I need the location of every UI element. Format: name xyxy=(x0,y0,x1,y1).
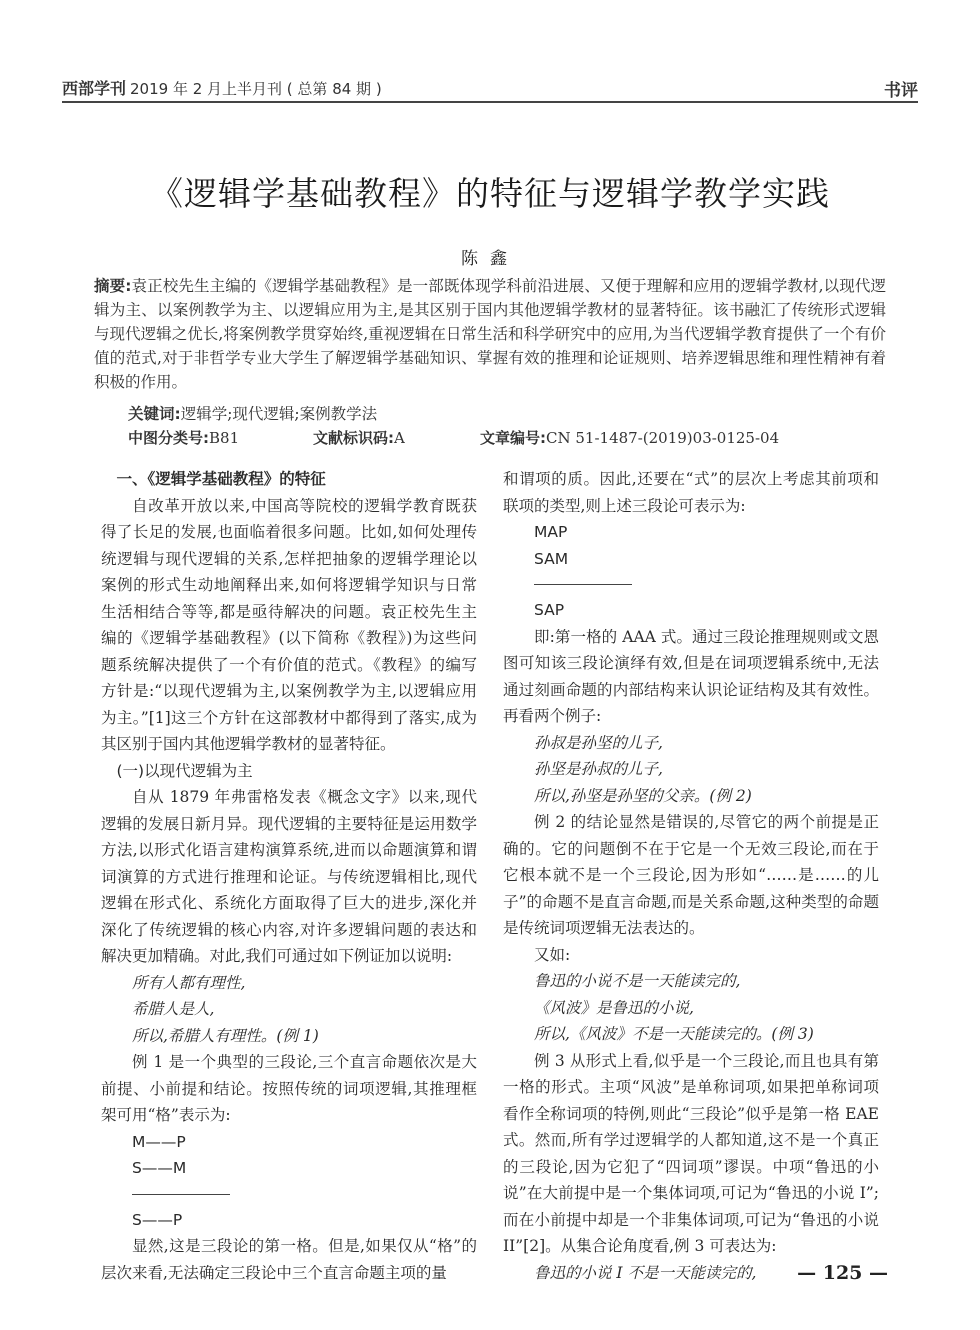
article-number-value: CN 51-1487-(2019)03-0125-04 xyxy=(546,429,780,447)
abstract-text: 袁正校先生主编的《逻辑学基础教程》是一部既体现学科前沿进展、又便于理解和应用的逻辑学教材,以现代逻辑为主、以案例教学为主、以逻辑应用为主,是其区别于国内其他逻辑学教材的显著特征。该书融汇了传统形式逻辑与现代逻辑之优长,将案例教学贯穿始终,重视逻辑在日常生活和科学研究中的应用,为当代逻辑学教育提供了一个有价值的范式,对于非哲学专业大学生了解逻辑学基础知识、掌握有效的推理和论证规则、培养逻辑思维和理性精神有着积极的作用。 xyxy=(94,277,886,391)
formula-rule xyxy=(534,572,632,585)
page-header xyxy=(62,76,918,101)
formula-line: M——P xyxy=(132,1132,186,1151)
issue-info: 2019 年 2 月上半月刊 ( 总第 84 期 ) xyxy=(130,80,382,98)
keywords xyxy=(128,402,377,424)
paragraph: 例 3 从形式上看,似乎是一个三段论,而且也具有第一格的形式。主项“风波”是单称词项,如果把单称词项看作全称词项的特例,则此“三段论”似乎是第一格 EAE 式。然而,所有学过逻辑学的人都知道,这不是一个真正的三段论,因为它犯了“四词项”谬误。中项“鲁迅的小说”在大前提中是一个集体词项,可记为“鲁迅的小说 I”;而在小前提中却是一个非集体词项,可记为“鲁迅的小说 II”[2]。从集合论角度看,例 3 可表达为: xyxy=(503,1051,879,1255)
keywords-label: 关键词: xyxy=(128,405,181,423)
paragraph: 例 2 的结论显然是错误的,尽管它的两个前提是正确的。它的问题倒不在于它是一个无效三段论,而在于它根本就不是一个三段论,因为形如“……是……的儿子”的命题不是直言命题,而是关系命题,这种类型的命题是传统词项逻辑无法表达的。 xyxy=(503,813,879,937)
section-label: 书评 xyxy=(884,81,918,101)
paragraph: 即:第一格的 AAA 式。通过三段论推理规则或文恩图可知该三段论演绎有效,但是在词项逻辑系统中,无法通过刻画命题的内部结构来认识论证结构及其有效性。再看两个例子: xyxy=(503,627,879,725)
paragraph: 和谓项的质。因此,还要在“式”的层次上考虑其前项和联项的类型,则上述三段论可表示为: xyxy=(503,470,879,515)
author-name: 陈鑫 xyxy=(461,249,519,269)
formula-rule xyxy=(132,1182,230,1195)
article-meta xyxy=(128,427,888,449)
journal-issue-line xyxy=(62,76,382,99)
right-column xyxy=(503,466,879,1286)
example-line: 所以,希腊人有理性。(例 1) xyxy=(132,1026,319,1045)
example-line: 所有人都有理性, xyxy=(132,973,246,992)
page-number: — 125 — xyxy=(797,1262,888,1284)
formula-line: SAM xyxy=(534,549,569,568)
clc-value: B81 xyxy=(209,429,240,447)
keywords-text: 逻辑学;现代逻辑;案例教学法 xyxy=(180,405,378,423)
formula-line: S——P xyxy=(132,1210,183,1229)
example-line: 孙叔是孙坚的儿子, xyxy=(534,733,663,752)
formula-line: SAP xyxy=(534,601,565,619)
example-line: 所以,孙坚是孙坚的父亲。(例 2) xyxy=(534,786,752,805)
clc-label: 中图分类号: xyxy=(128,429,209,447)
left-column xyxy=(101,466,477,1286)
paragraph: 自改革开放以来,中国高等院校的逻辑学教育既获得了长足的发展,也面临着很多问题。比如,如何处理传统逻辑与现代逻辑的关系,怎样把抽象的逻辑学理论以案例的形式生动地阐释出来,如何将逻辑学知识与日常生活相结合等等,都是亟待解决的问题。袁正校先生主编的《逻辑学基础教程》(以下简称《教程》)为这些问题系统解决提供了一个有价值的范式。《教程》的编写方针是:“以现代逻辑为主,以案例教学为主,以逻辑应用为主。”[1]这三个方针在这部教材中都得到了落实,成为其区别于国内其他逻辑学教材的显著特征。 xyxy=(101,496,477,753)
article-number-label: 文章编号: xyxy=(480,429,546,447)
formula-line: S——M xyxy=(132,1159,187,1177)
example-line: 鲁迅的小说 I 不是一天能读完的, xyxy=(534,1263,757,1282)
abstract xyxy=(94,274,886,394)
header-rule xyxy=(62,101,918,103)
abstract-label: 摘要: xyxy=(94,277,132,295)
example-line: 孙坚是孙叔的儿子, xyxy=(534,760,663,778)
journal-name: 西部学刊 xyxy=(62,79,127,98)
example-line: 鲁迅的小说不是一天能读完的, xyxy=(534,972,741,990)
formula-line: MAP xyxy=(534,523,568,541)
subsection-heading: (一)以现代逻辑为主 xyxy=(116,761,253,780)
paragraph: 显然,这是三段论的第一格。但是,如果仅从“格”的层次来看,无法确定三段论中三个直言命题主项的量 xyxy=(101,1237,477,1282)
example-line: 所以,《风波》不是一天能读完的。(例 3) xyxy=(534,1025,814,1043)
paragraph: 又如: xyxy=(534,945,571,964)
doc-code-value: A xyxy=(394,429,405,447)
doc-code-label: 文献标识码: xyxy=(313,429,394,447)
example-line: 希腊人是人, xyxy=(132,1000,215,1018)
example-line: 《风波》是鲁迅的小说, xyxy=(534,998,694,1017)
section-heading: 一、《逻辑学基础教程》的特征 xyxy=(116,470,326,488)
paragraph: 自从 1879 年弗雷格发表《概念文字》以来,现代逻辑的发展日新月异。现代逻辑的主要特征是运用数学方法,以形式化语言建构演算系统,进而以命题演算和谓词演算的方式进行推理和论证。与传统逻辑相比,现代逻辑在形式化、系统化方面取得了巨大的进步,深化并深化了传统逻辑的核心内容,对许多逻辑问题的表达和解决更加精确。对此,我们可通过如下例证加以说明: xyxy=(101,788,477,965)
article-title: 《逻辑学基础教程》的特征与逻辑学教学实践 xyxy=(150,174,830,213)
paragraph: 例 1 是一个典型的三段论,三个直言命题依次是大前提、小前提和结论。按照传统的词项逻辑,其推理框架可用“格”表示为: xyxy=(101,1053,477,1124)
